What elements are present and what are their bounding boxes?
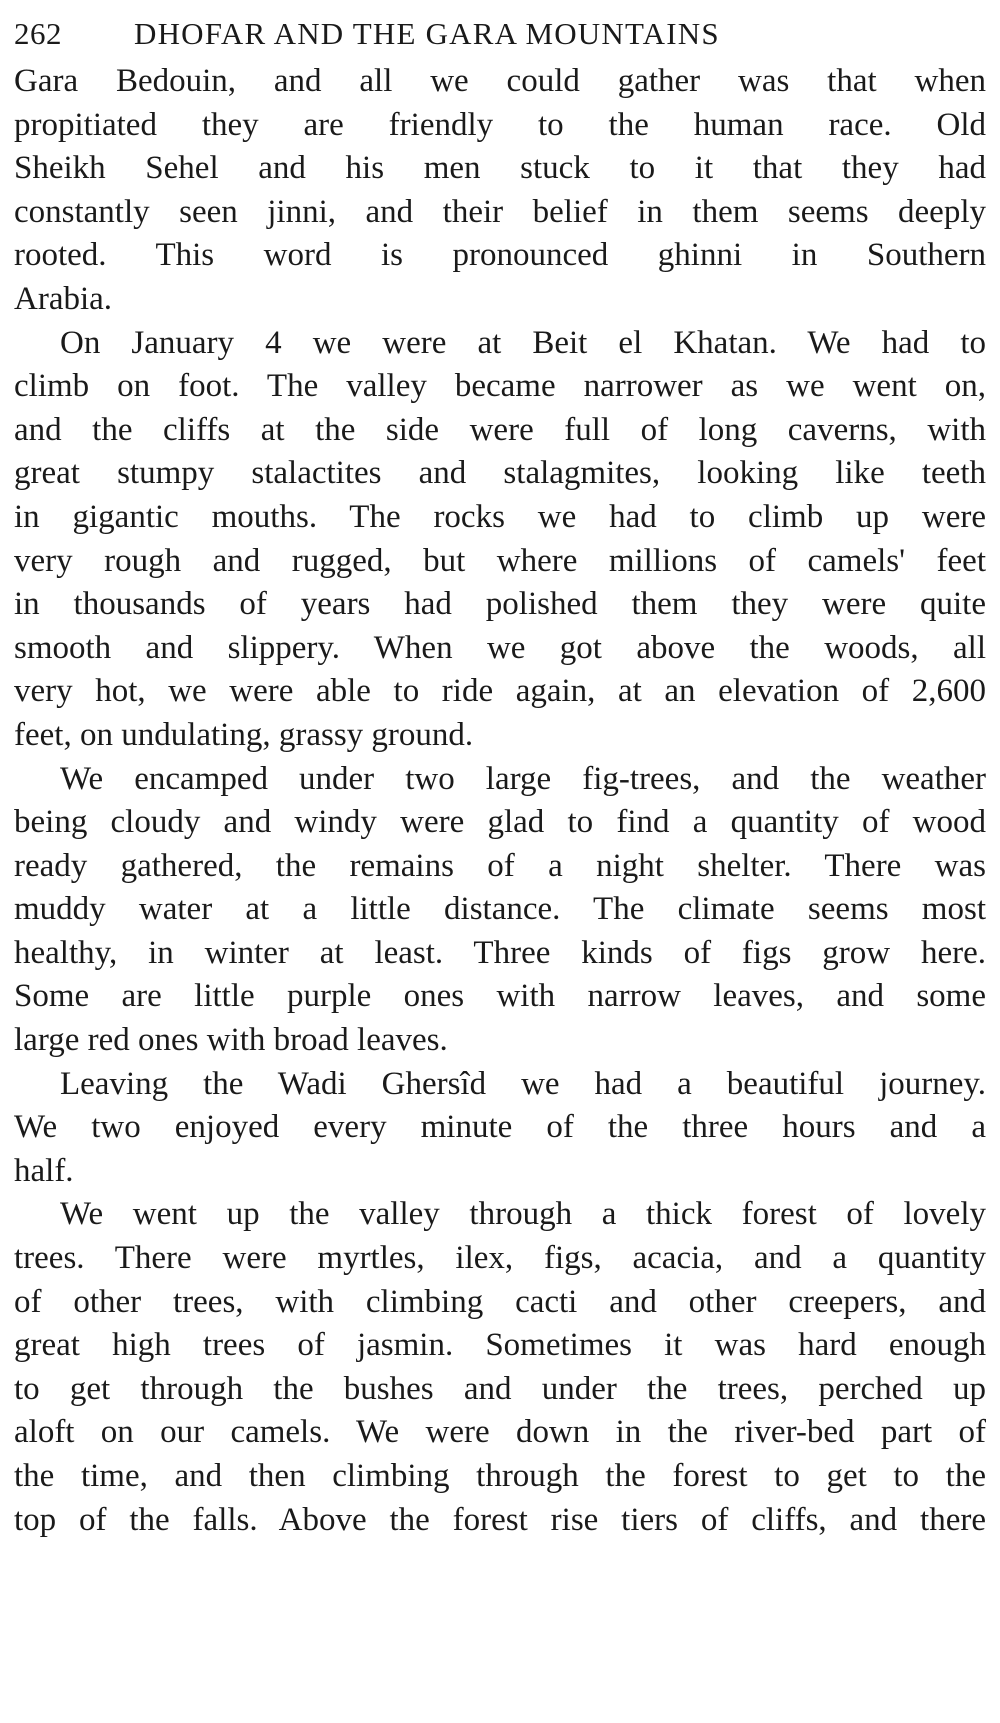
text-line: top of the falls. Above the forest rise tiers of cliffs, and there <box>14 1501 986 1538</box>
text-line: propitiated they are friendly to the human race. Old <box>14 106 986 143</box>
text-line: Gara Bedouin, and all we could gather was that when <box>14 63 986 99</box>
text-line: being cloudy and windy were glad to find a quantity of wood <box>14 804 986 841</box>
text-line: large red ones with broad leaves. <box>14 1022 448 1059</box>
page-header <box>14 8 986 58</box>
text-line: muddy water at a little distance. The climate seems most <box>14 891 986 928</box>
body-text <box>14 60 986 1542</box>
text-line: Some are little purple ones with narrow leaves, and some <box>14 978 986 1015</box>
page-number: 262 <box>14 16 62 51</box>
text-line: constantly seen jinni, and their belief in them seems deeply <box>14 193 986 230</box>
text-line: and the cliffs at the side were full of long caverns, with <box>14 411 986 448</box>
text-line: in thousands of years had polished them they were quite <box>14 586 986 623</box>
paragraph <box>14 322 986 758</box>
text-line: Sheikh Sehel and his men stuck to it that they had <box>14 150 986 187</box>
text-line: smooth and slippery. When we got above the woods, all <box>14 629 986 666</box>
text-line: feet, on undulating, grassy ground. <box>14 716 474 753</box>
text-line: to get through the bushes and under the trees, perched up <box>14 1370 986 1407</box>
text-line: very hot, we were able to ride again, at an elevation of 2,600 <box>14 673 986 710</box>
text-line: very rough and rugged, but where millions of camels' feet <box>14 542 986 579</box>
text-line: great high trees of jasmin. Sometimes it was hard enough <box>14 1327 986 1364</box>
text-line: the time, and then climbing through the forest to get to the <box>14 1458 986 1494</box>
text-line: Leaving the Wadi Ghersîd we had a beautiful journey. <box>60 1065 986 1102</box>
text-line: half. <box>14 1152 74 1189</box>
text-line: We encamped under two large fig-trees, and the weather <box>60 760 986 797</box>
running-head: DHOFAR AND THE GARA MOUNTAINS <box>134 16 720 51</box>
text-line: in gigantic mouths. The rocks we had to climb up were <box>14 498 986 535</box>
text-line: aloft on our camels. We were down in the river-bed part of <box>14 1414 986 1451</box>
text-line: rooted. This word is pronounced ghinni in Southern <box>14 237 986 274</box>
text-line: On January 4 we were at Beit el Khatan. We had to <box>60 324 986 361</box>
text-line: trees. There were myrtles, ilex, figs, acacia, and a quantity <box>14 1240 986 1277</box>
paragraph <box>14 758 986 1063</box>
text-line: of other trees, with climbing cacti and other creepers, and <box>14 1283 986 1320</box>
text-line: We two enjoyed every minute of the three hours and a <box>14 1109 986 1146</box>
text-line: great stumpy stalactites and stalagmites, looking like teeth <box>14 455 986 492</box>
paragraph <box>14 1193 986 1542</box>
paragraph <box>14 60 986 322</box>
text-line: climb on foot. The valley became narrower as we went on, <box>14 368 986 405</box>
text-line: We went up the valley through a thick forest of lovely <box>60 1196 986 1233</box>
text-line: ready gathered, the remains of a night shelter. There was <box>14 847 986 884</box>
paragraph <box>14 1063 986 1194</box>
text-line: Arabia. <box>14 280 113 317</box>
text-line: healthy, in winter at least. Three kinds of figs grow here. <box>14 934 986 971</box>
